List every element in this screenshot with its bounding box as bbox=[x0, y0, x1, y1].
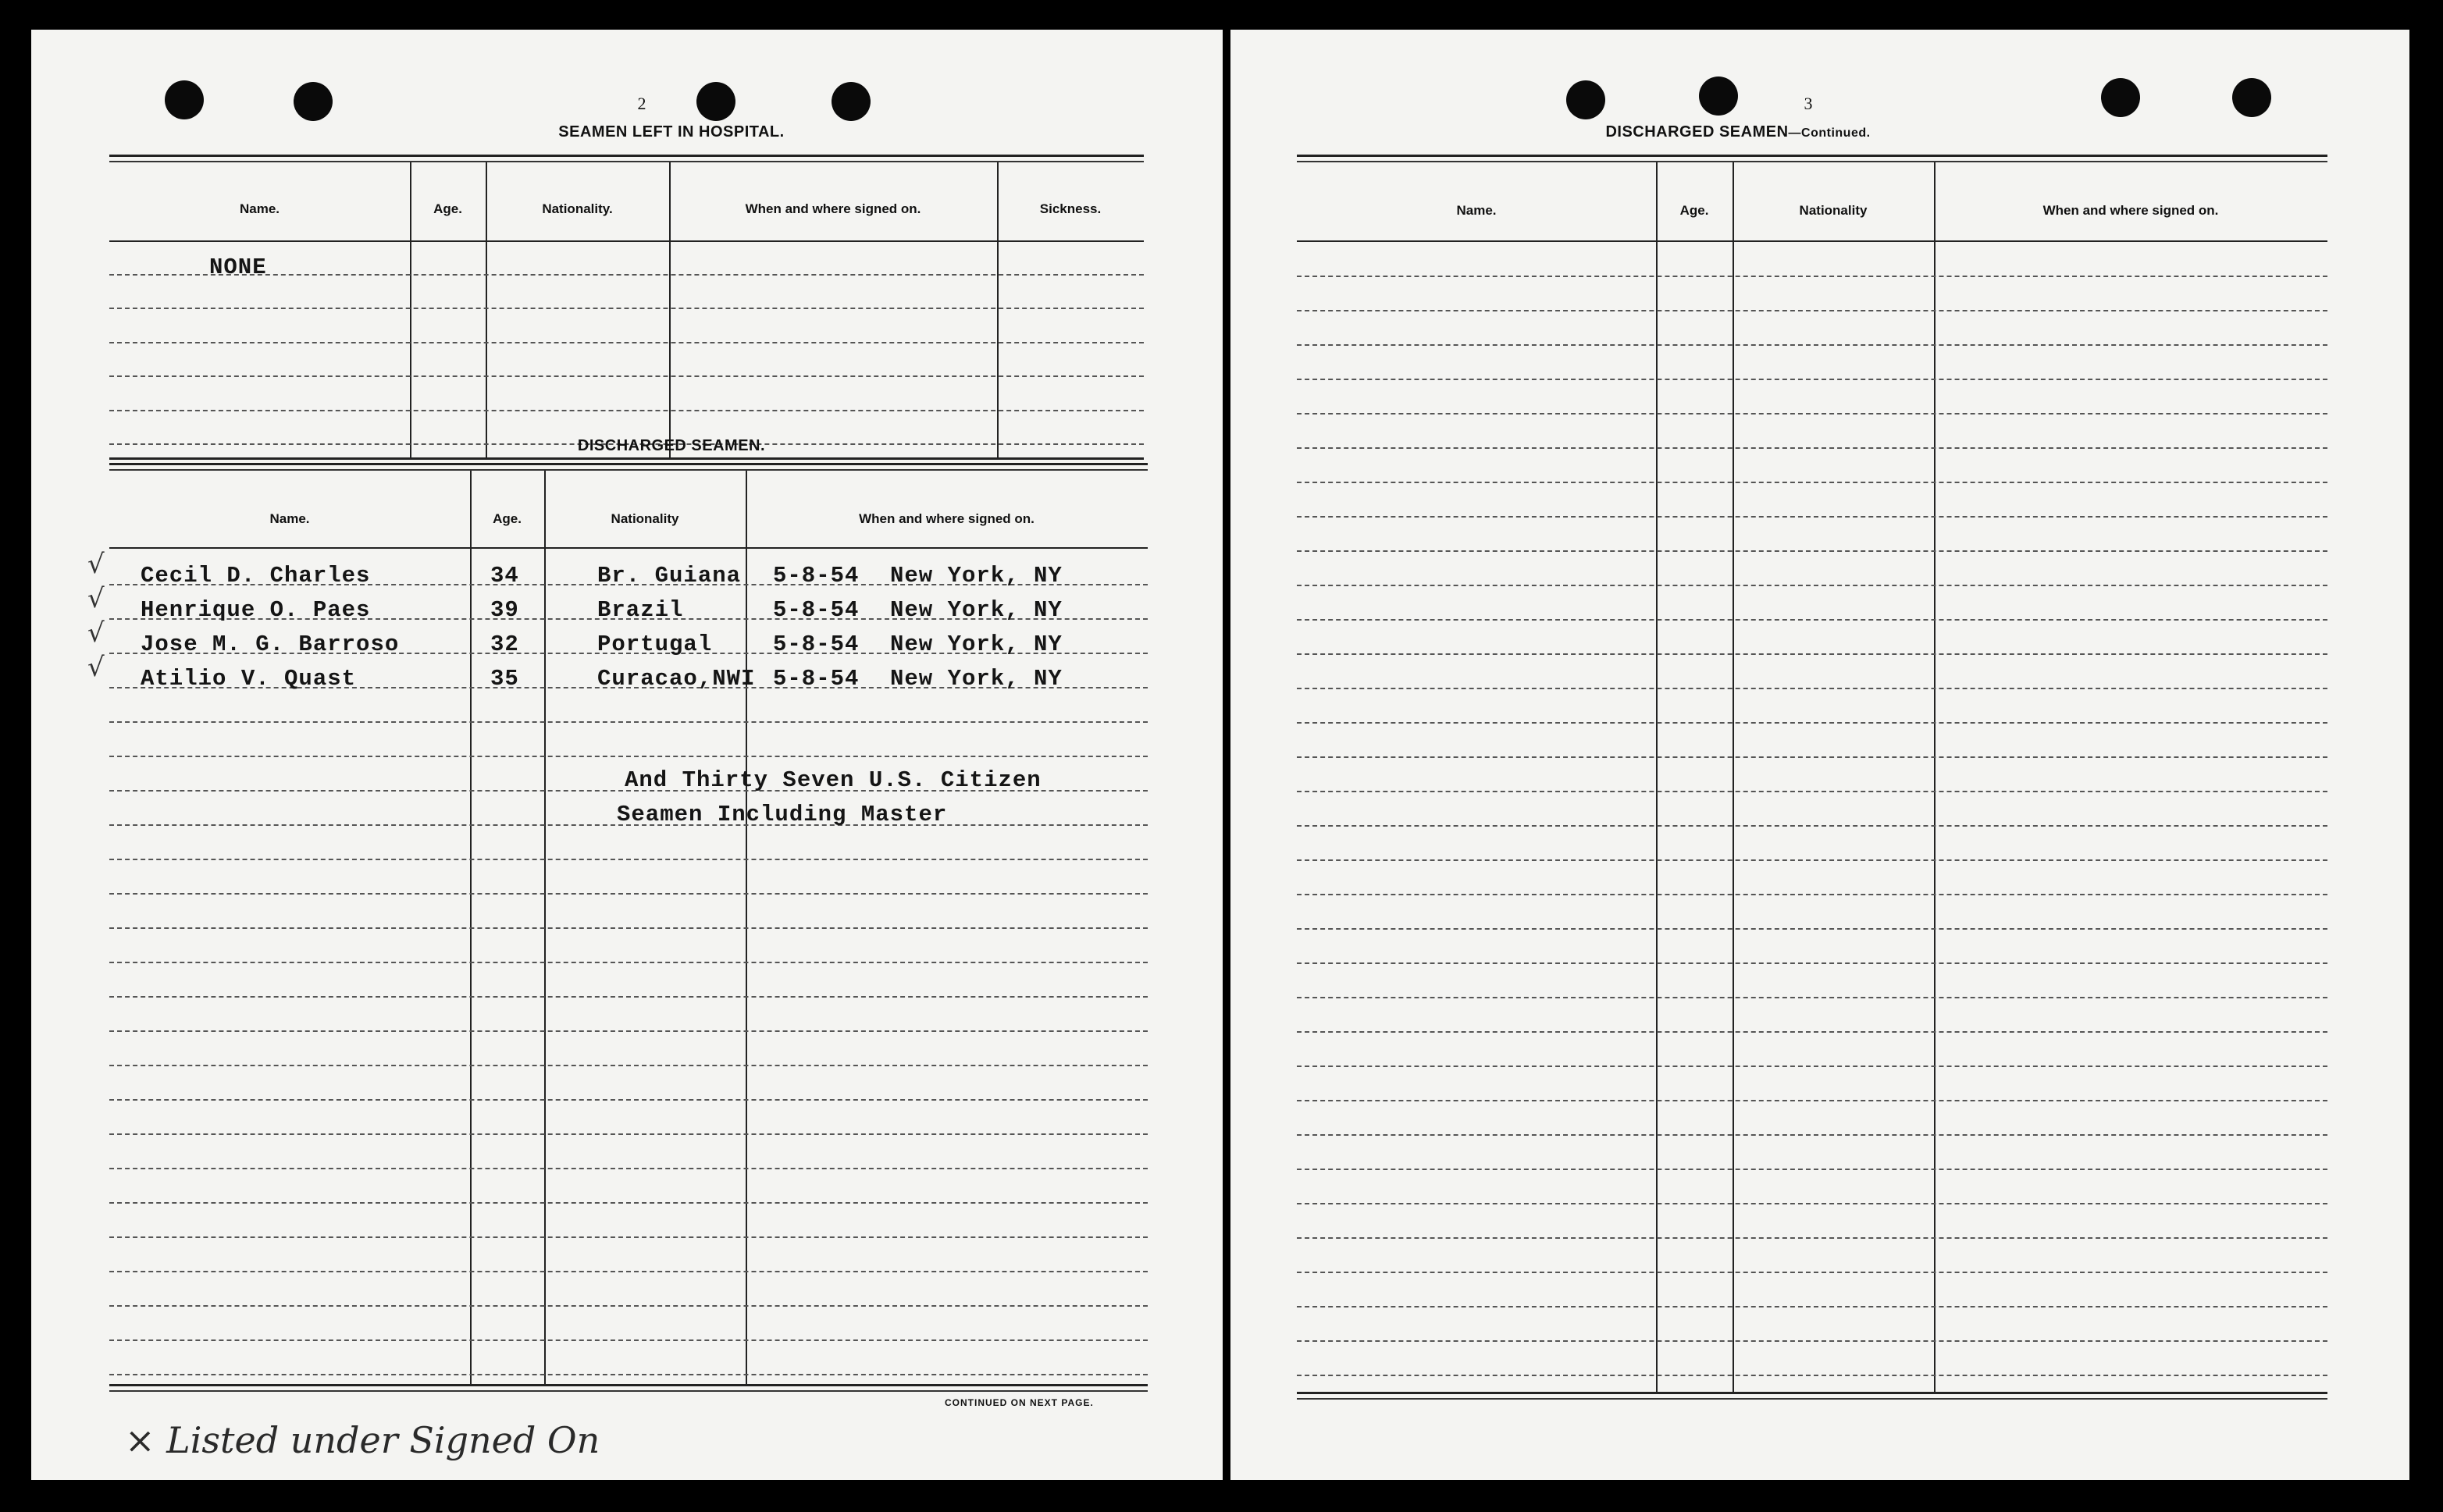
seaman-nationality: Br. Guiana bbox=[597, 563, 742, 589]
note-line: Seamen Including Master bbox=[617, 802, 948, 827]
discharged-title: DISCHARGED SEAMEN. bbox=[577, 437, 766, 454]
col-header: Age. bbox=[493, 511, 522, 526]
ruled-line bbox=[109, 1305, 1148, 1307]
col-header: Nationality. bbox=[542, 201, 613, 216]
ruled-line bbox=[1297, 1134, 2327, 1136]
seaman-nationality: Brazil bbox=[597, 597, 684, 623]
ruled-line bbox=[1297, 688, 2327, 689]
col-header: Age. bbox=[1679, 203, 1709, 218]
ruled-line bbox=[109, 1133, 1148, 1135]
ruled-line bbox=[109, 962, 1148, 963]
ruled-line bbox=[109, 1236, 1148, 1238]
seaman-name: Henrique O. Paes bbox=[141, 597, 371, 623]
note-line: And Thirty Seven U.S. Citizen bbox=[625, 767, 1042, 793]
signed-on-place: New York, NY bbox=[890, 563, 1063, 589]
punch-hole bbox=[696, 82, 735, 121]
right-page bbox=[1230, 30, 2409, 1480]
ruled-line bbox=[1297, 482, 2327, 483]
ruled-line bbox=[1297, 962, 2327, 964]
checkmark-icon: √ bbox=[87, 617, 105, 649]
page-number: 2 bbox=[637, 94, 646, 113]
signed-on-place: New York, NY bbox=[890, 666, 1063, 692]
ruled-line bbox=[1297, 413, 2327, 414]
ruled-line bbox=[1297, 276, 2327, 277]
ruled-line bbox=[1297, 1237, 2327, 1239]
punch-hole bbox=[1566, 80, 1605, 119]
page-title bbox=[1519, 123, 1957, 141]
ruled-line bbox=[109, 859, 1148, 860]
ruled-line bbox=[109, 1374, 1148, 1375]
col-header: Name. bbox=[239, 201, 280, 216]
seaman-age: 39 bbox=[490, 597, 519, 623]
ruled-line bbox=[1297, 825, 2327, 827]
ruled-line bbox=[109, 721, 1148, 723]
ruled-line bbox=[1297, 1203, 2327, 1204]
ruled-line bbox=[1297, 722, 2327, 724]
ruled-line bbox=[1297, 1031, 2327, 1033]
ruled-line bbox=[109, 1339, 1148, 1341]
ruled-line bbox=[1297, 997, 2327, 998]
col-header: Nationality bbox=[1799, 203, 1868, 218]
ruled-line bbox=[1297, 585, 2327, 586]
ruled-line bbox=[109, 1271, 1148, 1272]
ruled-line bbox=[1297, 1375, 2327, 1376]
ruled-line bbox=[1297, 1100, 2327, 1101]
seaman-name: Cecil D. Charles bbox=[141, 563, 371, 589]
discharged-table bbox=[109, 463, 1148, 1423]
checkmark-icon: √ bbox=[87, 652, 105, 683]
ruled-line bbox=[1297, 791, 2327, 792]
ruled-line bbox=[1297, 619, 2327, 621]
ruled-line bbox=[109, 756, 1148, 757]
punch-hole bbox=[832, 82, 871, 121]
signed-on-place: New York, NY bbox=[890, 631, 1063, 657]
ruled-line bbox=[1297, 756, 2327, 758]
page-number: 3 bbox=[1804, 94, 1813, 113]
left-page bbox=[31, 30, 1223, 1480]
handwritten-note: × Listed under Signed On bbox=[125, 1419, 600, 1461]
ruled-line bbox=[109, 893, 1148, 895]
hospital-table bbox=[109, 155, 1144, 459]
punch-hole bbox=[165, 80, 204, 119]
punch-hole bbox=[1699, 76, 1738, 116]
col-header: When and where signed on. bbox=[745, 201, 921, 216]
ruled-line bbox=[1297, 310, 2327, 311]
ruled-line bbox=[1297, 1306, 2327, 1307]
ruled-line bbox=[109, 927, 1148, 929]
punch-hole bbox=[2101, 78, 2140, 117]
ruled-line bbox=[1297, 447, 2327, 449]
col-header: When and where signed on. bbox=[859, 511, 1035, 526]
col-header: Sickness. bbox=[1039, 201, 1102, 216]
ruled-line bbox=[1297, 928, 2327, 930]
signed-on-place: New York, NY bbox=[890, 597, 1063, 623]
ruled-line bbox=[1297, 379, 2327, 380]
title-main: DISCHARGED SEAMEN bbox=[1605, 123, 1789, 141]
checkmark-icon: √ bbox=[87, 583, 105, 614]
seaman-name: Jose M. G. Barroso bbox=[141, 631, 400, 657]
ruled-line bbox=[1297, 1340, 2327, 1342]
ruled-line bbox=[109, 1099, 1148, 1101]
ruled-line bbox=[109, 1030, 1148, 1032]
col-header: When and where signed on. bbox=[2042, 203, 2219, 218]
checkmark-icon: √ bbox=[87, 549, 105, 580]
ruled-line bbox=[1297, 344, 2327, 346]
seaman-age: 32 bbox=[490, 631, 519, 657]
ruled-line bbox=[1297, 1066, 2327, 1067]
title-continued: —Continued. bbox=[1788, 126, 1871, 140]
seaman-name: Atilio V. Quast bbox=[141, 666, 357, 692]
seaman-nationality: Portugal bbox=[597, 631, 713, 657]
ruled-line bbox=[109, 1202, 1148, 1204]
seaman-age: 34 bbox=[490, 563, 519, 589]
signed-on-date: 5-8-54 bbox=[773, 631, 860, 657]
ruled-line bbox=[1297, 894, 2327, 895]
hospital-entry: NONE bbox=[209, 254, 267, 280]
seaman-age: 35 bbox=[490, 666, 519, 692]
ruled-line bbox=[109, 996, 1148, 998]
signed-on-date: 5-8-54 bbox=[773, 597, 860, 623]
ruled-line bbox=[1297, 516, 2327, 518]
punch-hole bbox=[294, 82, 333, 121]
continued-note: CONTINUED ON NEXT PAGE. bbox=[945, 1397, 1094, 1408]
ruled-line bbox=[1297, 653, 2327, 655]
col-header: Name. bbox=[1456, 203, 1497, 218]
seaman-nationality: Curacao,NWI bbox=[597, 666, 756, 692]
signed-on-date: 5-8-54 bbox=[773, 563, 860, 589]
col-header: Age. bbox=[433, 201, 462, 216]
col-header: Nationality bbox=[611, 511, 679, 526]
ruled-line bbox=[109, 1168, 1148, 1169]
hospital-title: SEAMEN LEFT IN HOSPITAL. bbox=[558, 123, 785, 141]
punch-hole bbox=[2232, 78, 2271, 117]
signed-on-date: 5-8-54 bbox=[773, 666, 860, 692]
ruled-line bbox=[1297, 550, 2327, 552]
ruled-line bbox=[1297, 859, 2327, 861]
col-header: Name. bbox=[269, 511, 310, 526]
ruled-line bbox=[109, 1065, 1148, 1066]
discharged-continued-table bbox=[1297, 155, 2327, 1423]
ruled-line bbox=[1297, 1272, 2327, 1273]
ruled-line bbox=[1297, 1169, 2327, 1170]
